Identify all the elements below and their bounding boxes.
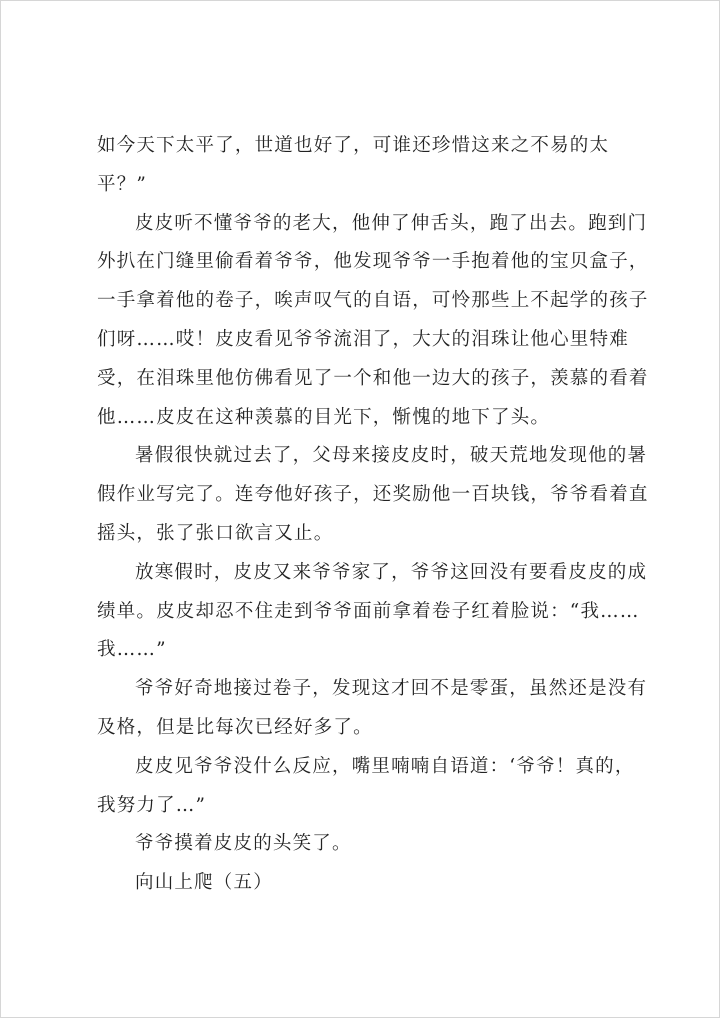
paragraph-start-line: 暑假很快就过去了，父母来接皮皮时，破天荒地发现他的暑 [135, 445, 648, 467]
text-line: 绩单。皮皮却忍不住走到爷爷面前拿着卷子红着脸说：“我…… [97, 600, 640, 622]
text-line: 们呀……哎！皮皮看见爷爷流泪了，大大的泪珠让他心里特难 [97, 328, 629, 350]
paragraph-start-line: 放寒假时，皮皮又来爷爷家了，爷爷这回没有要看皮皮的成 [135, 561, 648, 583]
text-line: 受，在泪珠里他仿佛看见了一个和他一边大的孩子，羡慕的看着 [97, 367, 649, 389]
paragraph-start-line: 皮皮听不懂爷爷的老大，他伸了伸舌头，跑了出去。跑到门 [135, 212, 648, 234]
paragraph-start-line: 皮皮见爷爷没什么反应，嘴里喃喃自语道：‘爷爷！真的， [135, 755, 635, 777]
text-line: 假作业写完了。连夸他好孩子，还奖励他一百块钱，爷爷看着直 [97, 484, 649, 506]
section-heading: 向山上爬（五） [135, 872, 273, 894]
text-line: 一手拿着他的卷子，唉声叹气的自语，可怜那些上不起学的孩子 [97, 290, 649, 312]
text-line: 及格，但是比每次已经好多了。 [97, 716, 373, 738]
text-line: 平？” [97, 173, 148, 195]
text-line: 摇头，张了张口欲言又止。 [97, 522, 334, 544]
text-line: 我努力了…” [97, 794, 207, 816]
text-line: 如今天下太平了，世道也好了，可谁还珍惜这来之不易的太 [97, 135, 610, 156]
text-line: 外扒在门缝里偷看着爷爷，他发现爷爷一手抱着他的宝贝盒子， [97, 251, 649, 273]
document-body [97, 127, 649, 903]
paragraph-start-line: 爷爷摸着皮皮的头笑了。 [135, 833, 352, 855]
text-line: 我……” [97, 639, 167, 661]
paragraph-start-line: 爷爷好奇地接过卷子，发现这才回不是零蛋，虽然还是没有 [135, 678, 648, 700]
text-line: 他……皮皮在这种羡慕的目光下，惭愧的地下了头。 [97, 406, 551, 428]
